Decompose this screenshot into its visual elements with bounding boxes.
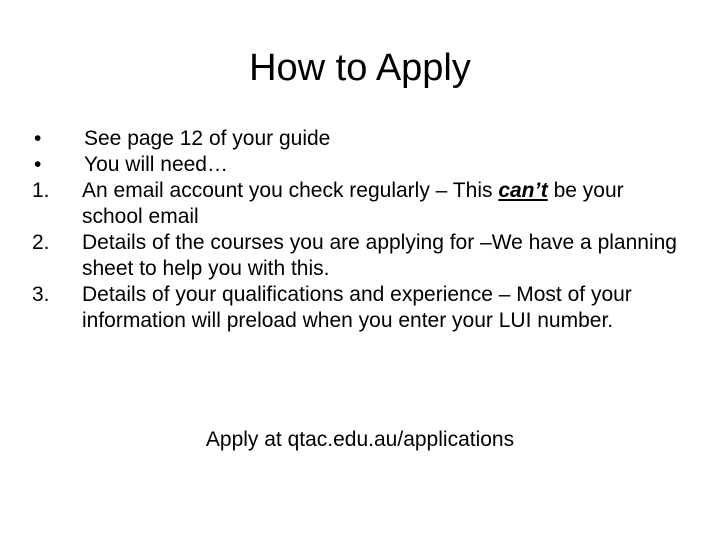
number-marker: 1. — [32, 179, 50, 202]
emphasized-word: can’t — [498, 179, 548, 202]
numbered-item — [32, 230, 682, 282]
slide-body — [32, 126, 682, 334]
numbered-text: Details of your qualifications and experience – Most of your information will preload when you enter your LUI number. — [82, 283, 632, 332]
bullet-text: You will need… — [84, 153, 228, 176]
numbered-item — [32, 282, 682, 334]
numbered-item — [32, 178, 682, 230]
number-marker: 3. — [32, 283, 50, 306]
application-link-text: Apply at qtac.edu.au/applications — [205, 428, 515, 451]
bullet-item — [32, 152, 682, 178]
bullet-item — [32, 126, 682, 152]
number-marker: 2. — [32, 231, 50, 254]
numbered-text — [82, 178, 682, 230]
text-segment: An email account you check regularly – This — [82, 179, 499, 202]
bullet-marker: • — [34, 127, 42, 150]
slide-title: How to Apply — [249, 47, 471, 89]
bullet-marker: • — [34, 153, 42, 176]
numbered-text: Details of the courses you are applying for –We have a planning sheet to help you with this. — [82, 231, 677, 280]
bullet-text: See page 12 of your guide — [84, 127, 331, 150]
text-segment: be your school email — [82, 179, 624, 228]
